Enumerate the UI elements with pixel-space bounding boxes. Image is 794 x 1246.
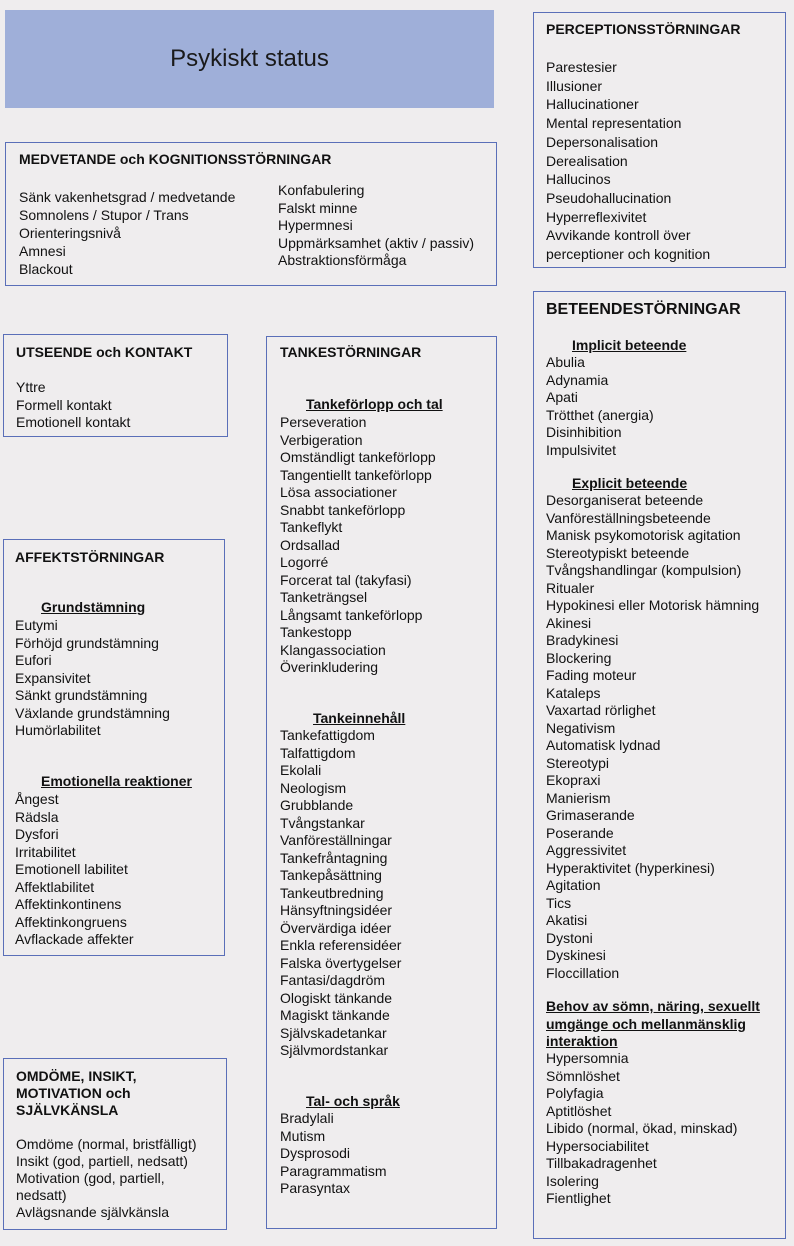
list-item: Vanföreställningar: [280, 832, 392, 848]
list-item: Impulsivitet: [546, 441, 617, 458]
list-item: Grimaserande: [546, 807, 635, 823]
list-item: Motivation (god, partiell,: [16, 1170, 165, 1186]
list-item: Aggressivitet: [546, 842, 627, 858]
list-item: Akinesi: [546, 614, 592, 631]
list-item: Blockering: [546, 649, 612, 666]
list-item: Tankefattigdom: [280, 727, 375, 743]
list-item: Sänk vakenhetsgrad / medvetande: [19, 189, 236, 205]
tanke-innehall-title: Tankeinnehåll: [313, 710, 406, 726]
list-item: Desorganiserat beteende: [546, 492, 704, 508]
list-item: nedsatt): [16, 1187, 67, 1203]
list-item: Verbigeration: [280, 431, 363, 448]
list-item: Neologism: [280, 779, 347, 796]
list-item: Eufori: [15, 652, 52, 668]
list-item: Automatisk lydnad: [546, 737, 661, 753]
list-item: Hypersociabilitet: [546, 1137, 649, 1154]
list-item: Abulia: [546, 354, 585, 370]
tanke-section: [266, 336, 497, 1229]
list-item: Talfattigdom: [280, 744, 356, 761]
medvetande-title: MEDVETANDE och KOGNITIONSSTÖRNINGAR: [19, 151, 332, 167]
list-item: Floccillation: [546, 964, 620, 981]
medvetande-col2: [278, 182, 474, 270]
list-item: Stereotypiskt beteende: [546, 544, 690, 561]
list-item: Affektinkongruens: [15, 913, 127, 930]
list-item: Hypersomnia: [546, 1050, 629, 1066]
list-item: Falska övertygelser: [280, 954, 402, 971]
list-item: Tankefråntagning: [280, 849, 388, 866]
tanke-tal-title: Tal- och språk: [306, 1093, 400, 1109]
list-item: Irritabilitet: [15, 843, 76, 860]
list-item: Emotionell kontakt: [16, 414, 131, 430]
list-item: Hypermnesi: [278, 217, 353, 233]
list-item: Polyfagia: [546, 1085, 604, 1101]
list-item: Dystoni: [546, 929, 593, 946]
list-item: Akatisi: [546, 912, 588, 928]
list-item: Ordsallad: [280, 536, 340, 553]
list-item: Insikt (god, partiell, nedsatt): [16, 1153, 188, 1169]
list-item: Amnesi: [19, 243, 66, 259]
list-item: Agitation: [546, 877, 601, 893]
list-item: Mutism: [280, 1127, 326, 1144]
list-item: OMDÖME, INSIKT,: [16, 1068, 137, 1084]
list-item: Magiskt tänkande: [280, 1007, 390, 1023]
list-item: Uppmärksamhet (aktiv / passiv): [278, 234, 475, 251]
list-item: Negativism: [546, 719, 616, 736]
list-item: Humörlabilitet: [15, 722, 101, 738]
list-item: Överinkludering: [280, 659, 379, 675]
list-item: Libido (normal, ökad, minskad): [546, 1120, 738, 1136]
affekt-grund-title: Grundstämning: [41, 599, 146, 615]
list-item: Abstraktionsförmåga: [278, 252, 407, 268]
list-item: Klangassociation: [280, 641, 386, 658]
list-item: Tankeflykt: [280, 519, 343, 535]
list-item: Behov av sömn, näring, sexuellt: [546, 998, 760, 1014]
list-item: Derealisation: [546, 152, 628, 169]
list-item: Stereotypi: [546, 754, 610, 771]
list-item: Illusioner: [546, 77, 603, 94]
list-item: Trötthet (anergia): [546, 406, 654, 423]
list-item: Sömnlöshet: [546, 1067, 620, 1084]
list-item: Hyperreflexivitet: [546, 208, 647, 225]
list-item: Fading moteur: [546, 667, 637, 683]
tanke-tal-list: [280, 1110, 387, 1198]
list-item: Fientlighet: [546, 1190, 611, 1206]
list-item: Kataleps: [546, 684, 601, 701]
list-item: SJÄLVKÄNSLA: [16, 1102, 119, 1118]
beteende-section: [533, 291, 786, 1239]
affekt-title: AFFEKTSTÖRNINGAR: [15, 549, 165, 565]
list-item: Hallucinationer: [546, 96, 639, 113]
list-item: Tvångshandlingar (kompulsion): [546, 562, 742, 578]
list-item: Ångest: [15, 791, 59, 807]
list-item: Somnolens / Stupor / Trans: [19, 207, 189, 223]
list-item: Formell kontakt: [16, 396, 112, 413]
list-item: Paragrammatism: [280, 1162, 387, 1179]
medvetande-col1: [19, 188, 235, 278]
list-item: Avflackade affekter: [15, 931, 134, 947]
list-item: Poserande: [546, 824, 614, 841]
list-item: Lösa associationer: [280, 484, 397, 500]
list-item: Tangentiellt tankeförlopp: [280, 466, 432, 483]
list-item: Yttre: [16, 379, 46, 395]
list-item: Förhöjd grundstämning: [15, 634, 159, 651]
list-item: Dysprosodi: [280, 1145, 351, 1161]
beteende-implicit-list: [546, 354, 654, 459]
list-item: Växlande grundstämning: [15, 704, 170, 721]
list-item: Tankeutbredning: [280, 884, 384, 901]
list-item: MOTIVATION och: [16, 1085, 131, 1101]
list-item: Parestesier: [546, 59, 617, 75]
utseende-title: UTSEENDE och KONTAKT: [16, 344, 193, 360]
omdome-section: [3, 1058, 227, 1230]
list-item: Falskt minne: [278, 199, 358, 216]
list-item: Parasyntax: [280, 1180, 351, 1196]
perception-list: [546, 58, 710, 264]
perception-section: [533, 12, 786, 268]
list-item: Tankepåsättning: [280, 867, 382, 883]
list-item: Manisk psykomotorisk agitation: [546, 527, 741, 543]
tanke-forlopp-list: [280, 414, 436, 677]
page-title: Psykiskt status: [5, 10, 494, 108]
list-item: Enkla referensidéer: [280, 937, 402, 953]
omdome-title: [16, 1068, 137, 1119]
list-item: Affektlabilitet: [15, 878, 95, 895]
list-item: Mental representation: [546, 115, 682, 132]
list-item: perceptioner och kognition: [546, 246, 711, 263]
affekt-grund-list: [15, 617, 170, 740]
list-item: Tillbakadragenhet: [546, 1155, 657, 1171]
list-item: Omständligt tankeförlopp: [280, 449, 436, 465]
list-item: Manierism: [546, 789, 611, 806]
list-item: Bradykinesi: [546, 632, 619, 648]
list-item: Rädsla: [15, 808, 59, 825]
list-item: Självskadetankar: [280, 1024, 387, 1041]
list-item: Tanketrängsel: [280, 589, 368, 605]
beteende-implicit-title: Implicit beteende: [572, 337, 687, 353]
list-item: Fantasi/dagdröm: [280, 972, 386, 988]
list-item: Hypokinesi eller Motorisk hämning: [546, 597, 760, 613]
list-item: Sänkt grundstämning: [15, 687, 148, 703]
list-item: Konfabulering: [278, 182, 365, 198]
list-item: Affektinkontinens: [15, 896, 122, 912]
list-item: Disinhibition: [546, 424, 622, 440]
list-item: Hyperaktivitet (hyperkinesi): [546, 859, 715, 876]
beteende-explicit-list: [546, 492, 759, 982]
list-item: Avlägsnande självkänsla: [16, 1204, 170, 1220]
beteende-title: BETEENDESTÖRNINGAR: [546, 301, 741, 318]
list-item: Orienteringsnivå: [19, 225, 121, 241]
list-item: Aptitlöshet: [546, 1102, 612, 1119]
list-item: Dysfori: [15, 826, 59, 842]
affekt-emo-list: [15, 791, 134, 949]
affekt-section: [3, 539, 225, 956]
list-item: Hallucinos: [546, 171, 611, 188]
list-item: Expansivitet: [15, 669, 91, 686]
list-item: Ekopraxi: [546, 772, 601, 788]
list-item: Apati: [546, 389, 578, 405]
list-item: Hänsyftningsidéer: [280, 902, 393, 918]
utseende-section: [3, 334, 228, 437]
list-item: Vaxartad rörlighet: [546, 702, 656, 718]
list-item: Isolering: [546, 1172, 599, 1189]
list-item: Depersonalisation: [546, 133, 659, 150]
list-item: Övervärdiga idéer: [280, 919, 392, 936]
list-item: Tvångstankar: [280, 814, 365, 831]
list-item: Långsamt tankeförlopp: [280, 606, 423, 623]
list-item: interaktion: [546, 1033, 618, 1049]
tanke-forlopp-title: Tankeförlopp och tal: [306, 396, 443, 412]
tanke-title: TANKESTÖRNINGAR: [280, 344, 422, 360]
list-item: Tankestopp: [280, 624, 352, 640]
utseende-list: [16, 379, 130, 432]
perception-title: PERCEPTIONSSTÖRNINGAR: [546, 21, 741, 37]
list-item: Ekolali: [280, 762, 322, 778]
list-item: Dyskinesi: [546, 947, 606, 963]
list-item: Perseveration: [280, 414, 367, 430]
list-item: umgänge och mellanmänsklig: [546, 1015, 746, 1032]
list-item: Tics: [546, 894, 572, 911]
tanke-innehall-list: [280, 727, 401, 1060]
list-item: Forcerat tal (takyfasi): [280, 571, 412, 588]
list-item: Grubblande: [280, 797, 354, 813]
list-item: Avvikande kontroll över: [546, 227, 691, 244]
omdome-list: [16, 1136, 197, 1221]
medvetande-section: [5, 142, 497, 286]
beteende-explicit-title: Explicit beteende: [572, 475, 688, 491]
list-item: Pseudohallucination: [546, 189, 672, 206]
beteende-behov-title: [546, 998, 760, 1051]
list-item: Adynamia: [546, 371, 609, 388]
list-item: Självmordstankar: [280, 1042, 389, 1058]
list-item: Omdöme (normal, bristfälligt): [16, 1136, 197, 1152]
list-item: Ologiskt tänkande: [280, 989, 393, 1006]
list-item: Bradylali: [280, 1110, 334, 1126]
list-item: Ritualer: [546, 579, 595, 596]
affekt-emo-title: Emotionella reaktioner: [41, 773, 192, 789]
list-item: Emotionell labilitet: [15, 861, 128, 877]
list-item: Snabbt tankeförlopp: [280, 501, 406, 518]
list-item: Eutymi: [15, 617, 58, 633]
list-item: Logorré: [280, 554, 329, 570]
beteende-behov-list: [546, 1050, 737, 1208]
list-item: Vanföreställningsbeteende: [546, 509, 711, 526]
list-item: Blackout: [19, 261, 73, 277]
